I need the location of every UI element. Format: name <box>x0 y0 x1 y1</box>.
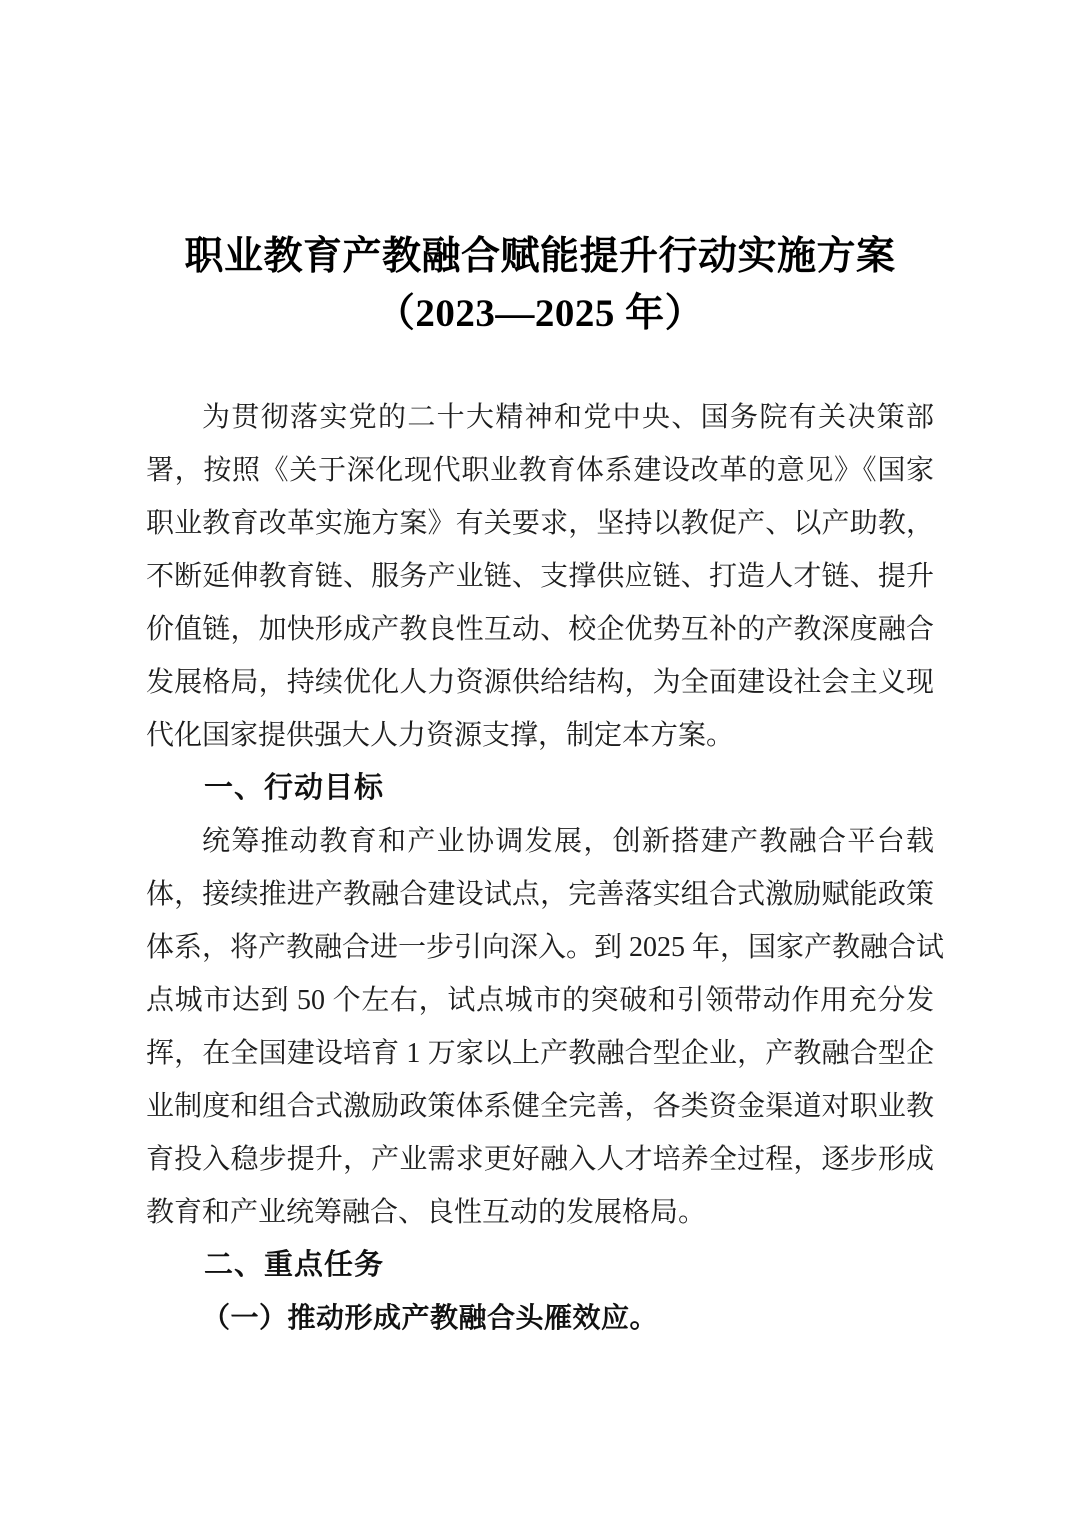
paragraph-line: 业制度和组合式激励政策体系健全完善，各类资金渠道对职业教 <box>146 1091 934 1122</box>
document-body <box>146 391 945 1345</box>
paragraph-line: 代化国家提供强大人力资源支撑，制定本方案。 <box>146 720 735 751</box>
paragraph-line: 署，按照《关于深化现代职业教育体系建设改革的意见》《国家 <box>146 455 934 486</box>
document-title: 职业教育产教融合赋能提升行动实施方案 <box>184 235 896 278</box>
document-subtitle: （2023—2025 年） <box>375 292 705 335</box>
paragraph-line: 挥，在全国建设培育 1 万家以上产教融合型企业，产教融合型企 <box>146 1038 934 1069</box>
paragraph-line: 职业教育改革实施方案》有关要求，坚持以教促产、以产助教， <box>146 508 934 539</box>
section-heading: 二、重点任务 <box>204 1249 385 1281</box>
paragraph-line: 统筹推动教育和产业协调发展，创新搭建产教融合平台载 <box>202 826 934 857</box>
section-heading: 一、行动目标 <box>204 772 385 804</box>
paragraph-line: 发展格局，持续优化人力资源供给结构，为全面建设社会主义现 <box>146 667 934 698</box>
paragraph-line: 不断延伸教育链、服务产业链、支撑供应链、打造人才链、提升 <box>146 561 934 592</box>
paragraph-line: 教育和产业统筹融合、良性互动的发展格局。 <box>146 1197 707 1228</box>
paragraph-line: 点城市达到 50 个左右，试点城市的突破和引领带动作用充分发 <box>146 985 934 1016</box>
paragraph-line: 价值链，加快形成产教良性互动、校企优势互补的产教深度融合 <box>146 614 934 645</box>
subsection-heading: （一）推动形成产教融合头雁效应。 <box>202 1303 659 1334</box>
paragraph-line: 育投入稳步提升，产业需求更好融入人才培养全过程，逐步形成 <box>146 1144 934 1175</box>
paragraph-line: 体，接续推进产教融合建设试点，完善落实组合式激励赋能政策 <box>146 879 934 910</box>
paragraph-line: 体系，将产教融合进一步引向深入。到 2025 年，国家产教融合试 <box>146 932 945 963</box>
paragraph-line: 为贯彻落实党的二十大精神和党中央、国务院有关决策部 <box>202 402 934 433</box>
document-header <box>146 228 934 342</box>
